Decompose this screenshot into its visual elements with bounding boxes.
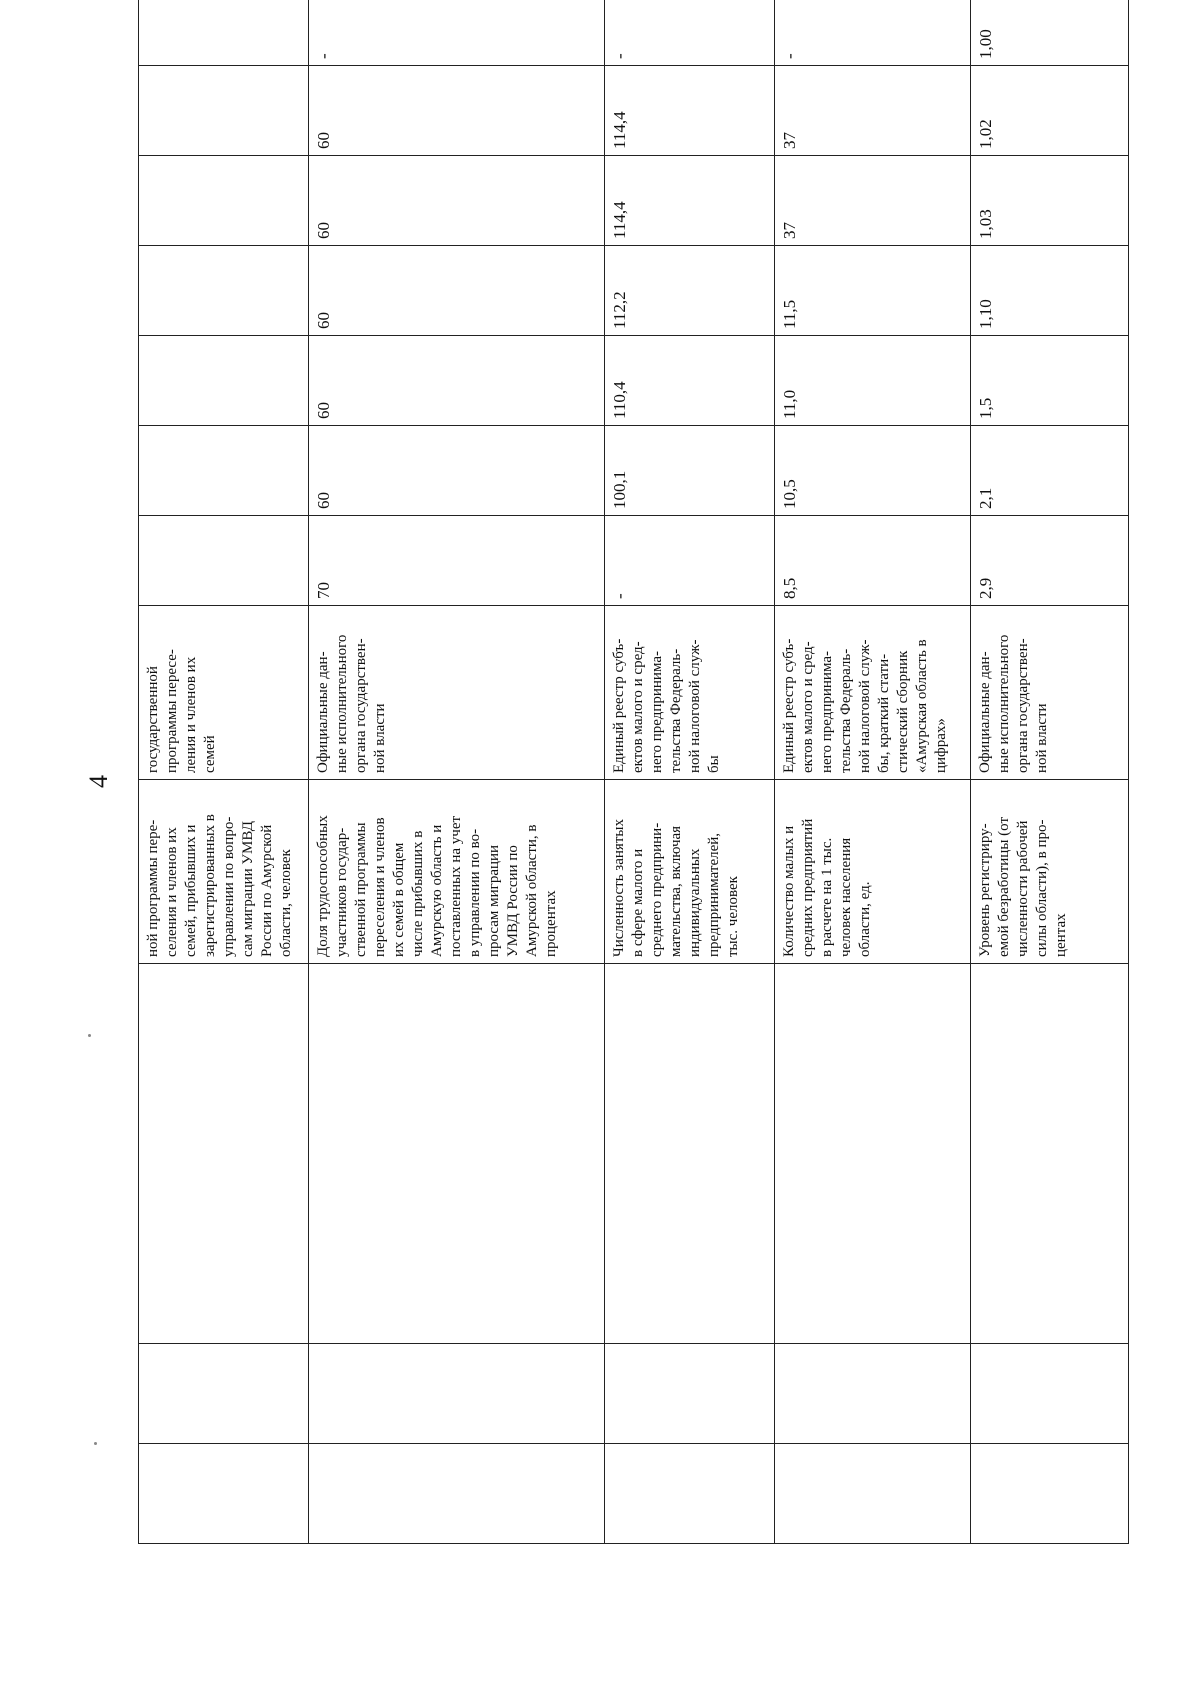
value-cell: 114,4 bbox=[605, 66, 775, 156]
value-cell: 8,5 bbox=[775, 516, 971, 606]
table-row bbox=[775, 0, 971, 1544]
value-cell: 60 bbox=[309, 336, 605, 426]
value-cell: 2,9 bbox=[971, 516, 1129, 606]
scan-speck bbox=[88, 1034, 91, 1037]
value-cell: 112,2 bbox=[605, 246, 775, 336]
value-cell: 70 bbox=[309, 516, 605, 606]
table-row bbox=[309, 0, 605, 1544]
scan-speck bbox=[94, 1442, 97, 1445]
value-cell: 37 bbox=[775, 66, 971, 156]
value-cell: 100,1 bbox=[605, 426, 775, 516]
value-cell: 11,5 bbox=[775, 246, 971, 336]
blank-cell bbox=[971, 1444, 1129, 1544]
indicator-cell: Доля трудоспособных участников государ- ственной программы переселения и членов их семей в общем числе прибывших в Амурскую область и поставленных на учет в управлении по во- просам миграции УМВД России по Амурской области, в процентах bbox=[309, 780, 605, 964]
value-cell: 60 bbox=[309, 156, 605, 246]
source-cell: Официальные дан- ные исполнительного органа государствен- ной власти bbox=[971, 606, 1129, 780]
value-cell: 114,4 bbox=[605, 156, 775, 246]
blank-cell bbox=[775, 964, 971, 1344]
value-cell: 11,0 bbox=[775, 336, 971, 426]
value-cell: 60 bbox=[309, 426, 605, 516]
blank-cell bbox=[139, 1344, 309, 1444]
value-cell bbox=[139, 0, 309, 66]
table-row bbox=[139, 0, 309, 1544]
indicator-cell: ной программы пере- селения и членов их семей, прибывших и зарегистрированных в управлении по вопро- сам миграции УМВД России по Амурской области, человек bbox=[139, 780, 309, 964]
value-cell bbox=[139, 66, 309, 156]
value-cell: - bbox=[775, 0, 971, 66]
value-cell: 2,1 bbox=[971, 426, 1129, 516]
source-cell: Единый реестр субъ- ектов малого и сред- него предпринима- тельства Федераль- ной налоговой служ- бы bbox=[605, 606, 775, 780]
indicator-cell: Уровень регистриру- емой безработицы (от численности рабочей силы области), в про- центах bbox=[971, 780, 1129, 964]
value-cell: 1,5 bbox=[971, 336, 1129, 426]
value-cell: - bbox=[309, 0, 605, 66]
blank-cell bbox=[605, 1444, 775, 1544]
value-cell: - bbox=[605, 516, 775, 606]
blank-cell bbox=[139, 964, 309, 1344]
indicator-cell: Количество малых и средних предприятий в расчете на 1 тыс. человек населения области, ед. bbox=[775, 780, 971, 964]
indicators-table bbox=[138, 29, 1128, 1544]
value-cell bbox=[139, 516, 309, 606]
table-row bbox=[605, 0, 775, 1544]
source-cell: государственной программы пересе- ления и членов их семей bbox=[139, 606, 309, 780]
table-row bbox=[971, 0, 1129, 1544]
value-cell: 1,03 bbox=[971, 156, 1129, 246]
source-cell: Официальные дан- ные исполнительного органа государствен- ной власти bbox=[309, 606, 605, 780]
value-cell: - bbox=[605, 0, 775, 66]
blank-cell bbox=[775, 1444, 971, 1544]
blank-cell bbox=[775, 1344, 971, 1444]
value-cell bbox=[139, 156, 309, 246]
value-cell: 1,10 bbox=[971, 246, 1129, 336]
indicator-cell: Численность занятых в сфере малого и среднего предприни- мательства, включая индивидуальных предпринимателей, тыс. человек bbox=[605, 780, 775, 964]
blank-cell bbox=[309, 964, 605, 1344]
blank-cell bbox=[309, 1344, 605, 1444]
source-cell: Единый реестр субъ- ектов малого и сред- него предпринима- тельства Федераль- ной налоговой служ- бы, краткий стати- стический сборник «Амурская область в цифрах» bbox=[775, 606, 971, 780]
blank-cell bbox=[971, 1344, 1129, 1444]
value-cell bbox=[139, 246, 309, 336]
value-cell: 10,5 bbox=[775, 426, 971, 516]
blank-cell bbox=[605, 1344, 775, 1444]
value-cell: 1,00 bbox=[971, 0, 1129, 66]
blank-cell bbox=[605, 964, 775, 1344]
blank-cell bbox=[971, 964, 1129, 1344]
page-number: 4 bbox=[84, 775, 113, 788]
value-cell: 37 bbox=[775, 156, 971, 246]
value-cell bbox=[139, 336, 309, 426]
value-cell: 1,02 bbox=[971, 66, 1129, 156]
value-cell: 60 bbox=[309, 246, 605, 336]
value-cell: 60 bbox=[309, 66, 605, 156]
blank-cell bbox=[309, 1444, 605, 1544]
blank-cell bbox=[139, 1444, 309, 1544]
value-cell bbox=[139, 426, 309, 516]
value-cell: 110,4 bbox=[605, 336, 775, 426]
